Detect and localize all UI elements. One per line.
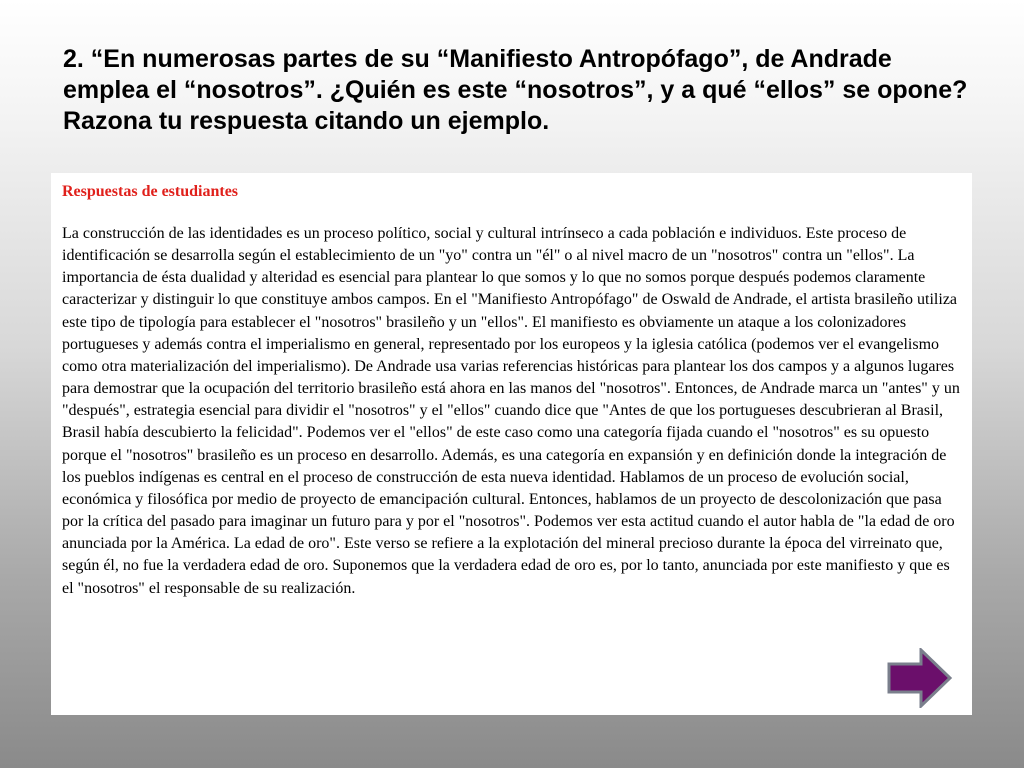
answer-text: La construcción de las identidades es un proceso político, social y cultural intrínseco a cada población e individuos. Este proceso de identificación se desarrolla según el establecimiento de un "yo" contra un "él" o al nivel macro de un "nosotros" contra un "ellos". La importancia de ésta dualidad y alteridad es esencial para plantear lo que somos y lo que no somos porque después podemos claramente caracterizar y distinguir lo que constituye ambos campos. En el "Manifiesto Antropófago" de Oswald de Andrade, el artista brasileño utiliza este tipo de tipología para establecer el "nosotros" brasileño y un "ellos". El manifiesto es obviamente un ataque a los colonizadores portugueses y además contra el imperialismo en general, representado por los europeos y la iglesia católica (podemos ver el evangelismo como otra materialización del imperialismo). De Andrade usa varias referencias históricas para plantear los dos campos y a algunos lugares para demostrar que la ocupación del territorio brasileño está ahora en las manos del "nosotros". Entonces, de Andrade marca un "antes" y un "después", estrategia esencial para dividir el "nosotros" y el "ellos" cuando dice que "Antes de que los portugueses descubrieran al Brasil, Brasil había descubierto la felicidad". Podemos ver el "ellos" de este caso como una categoría fijada cuando el "nosotros" es su opuesto porque el "nosotros" brasileño es un proceso en desarrollo. Además, es una categoría en expansión y en definición donde la integración de los pueblos indígenas es central en el proceso de construcción de esta nueva identidad. Hablamos de un proceso de evolución social, económica y filosófica por medio de proyecto de emancipación cultural. Entonces, hablamos de un proyecto de descolonización que pasa por la crítica del pasado para imaginar un futuro para y por el "nosotros". Podemos ver esta actitud cuando el autor habla de "la edad de oro anunciada por la América. La edad de oro". Este verso se refiere a la explotación del mineral precioso durante la época del virreinato que, según él, no fue la verdadera edad de oro. Suponemos que la verdadera edad de oro es, por lo tanto, anunciada por este manifiesto y que es el "nosotros" el responsable de su realización. bbox=[62, 225, 960, 597]
right-arrow-icon bbox=[887, 648, 953, 708]
answer-panel bbox=[51, 173, 972, 715]
panel-heading: Respuestas de estudiantes bbox=[62, 183, 239, 200]
slide-title: 2. “En numerosas partes de su “Manifiesto Antropófago”, de Andrade emplea el “nosotros”. ¿Quién es este “nosotros”, y a qué “ellos” se opone? Razona tu respuesta citando un ejemplo. bbox=[63, 45, 968, 135]
next-slide-button[interactable] bbox=[887, 648, 953, 708]
